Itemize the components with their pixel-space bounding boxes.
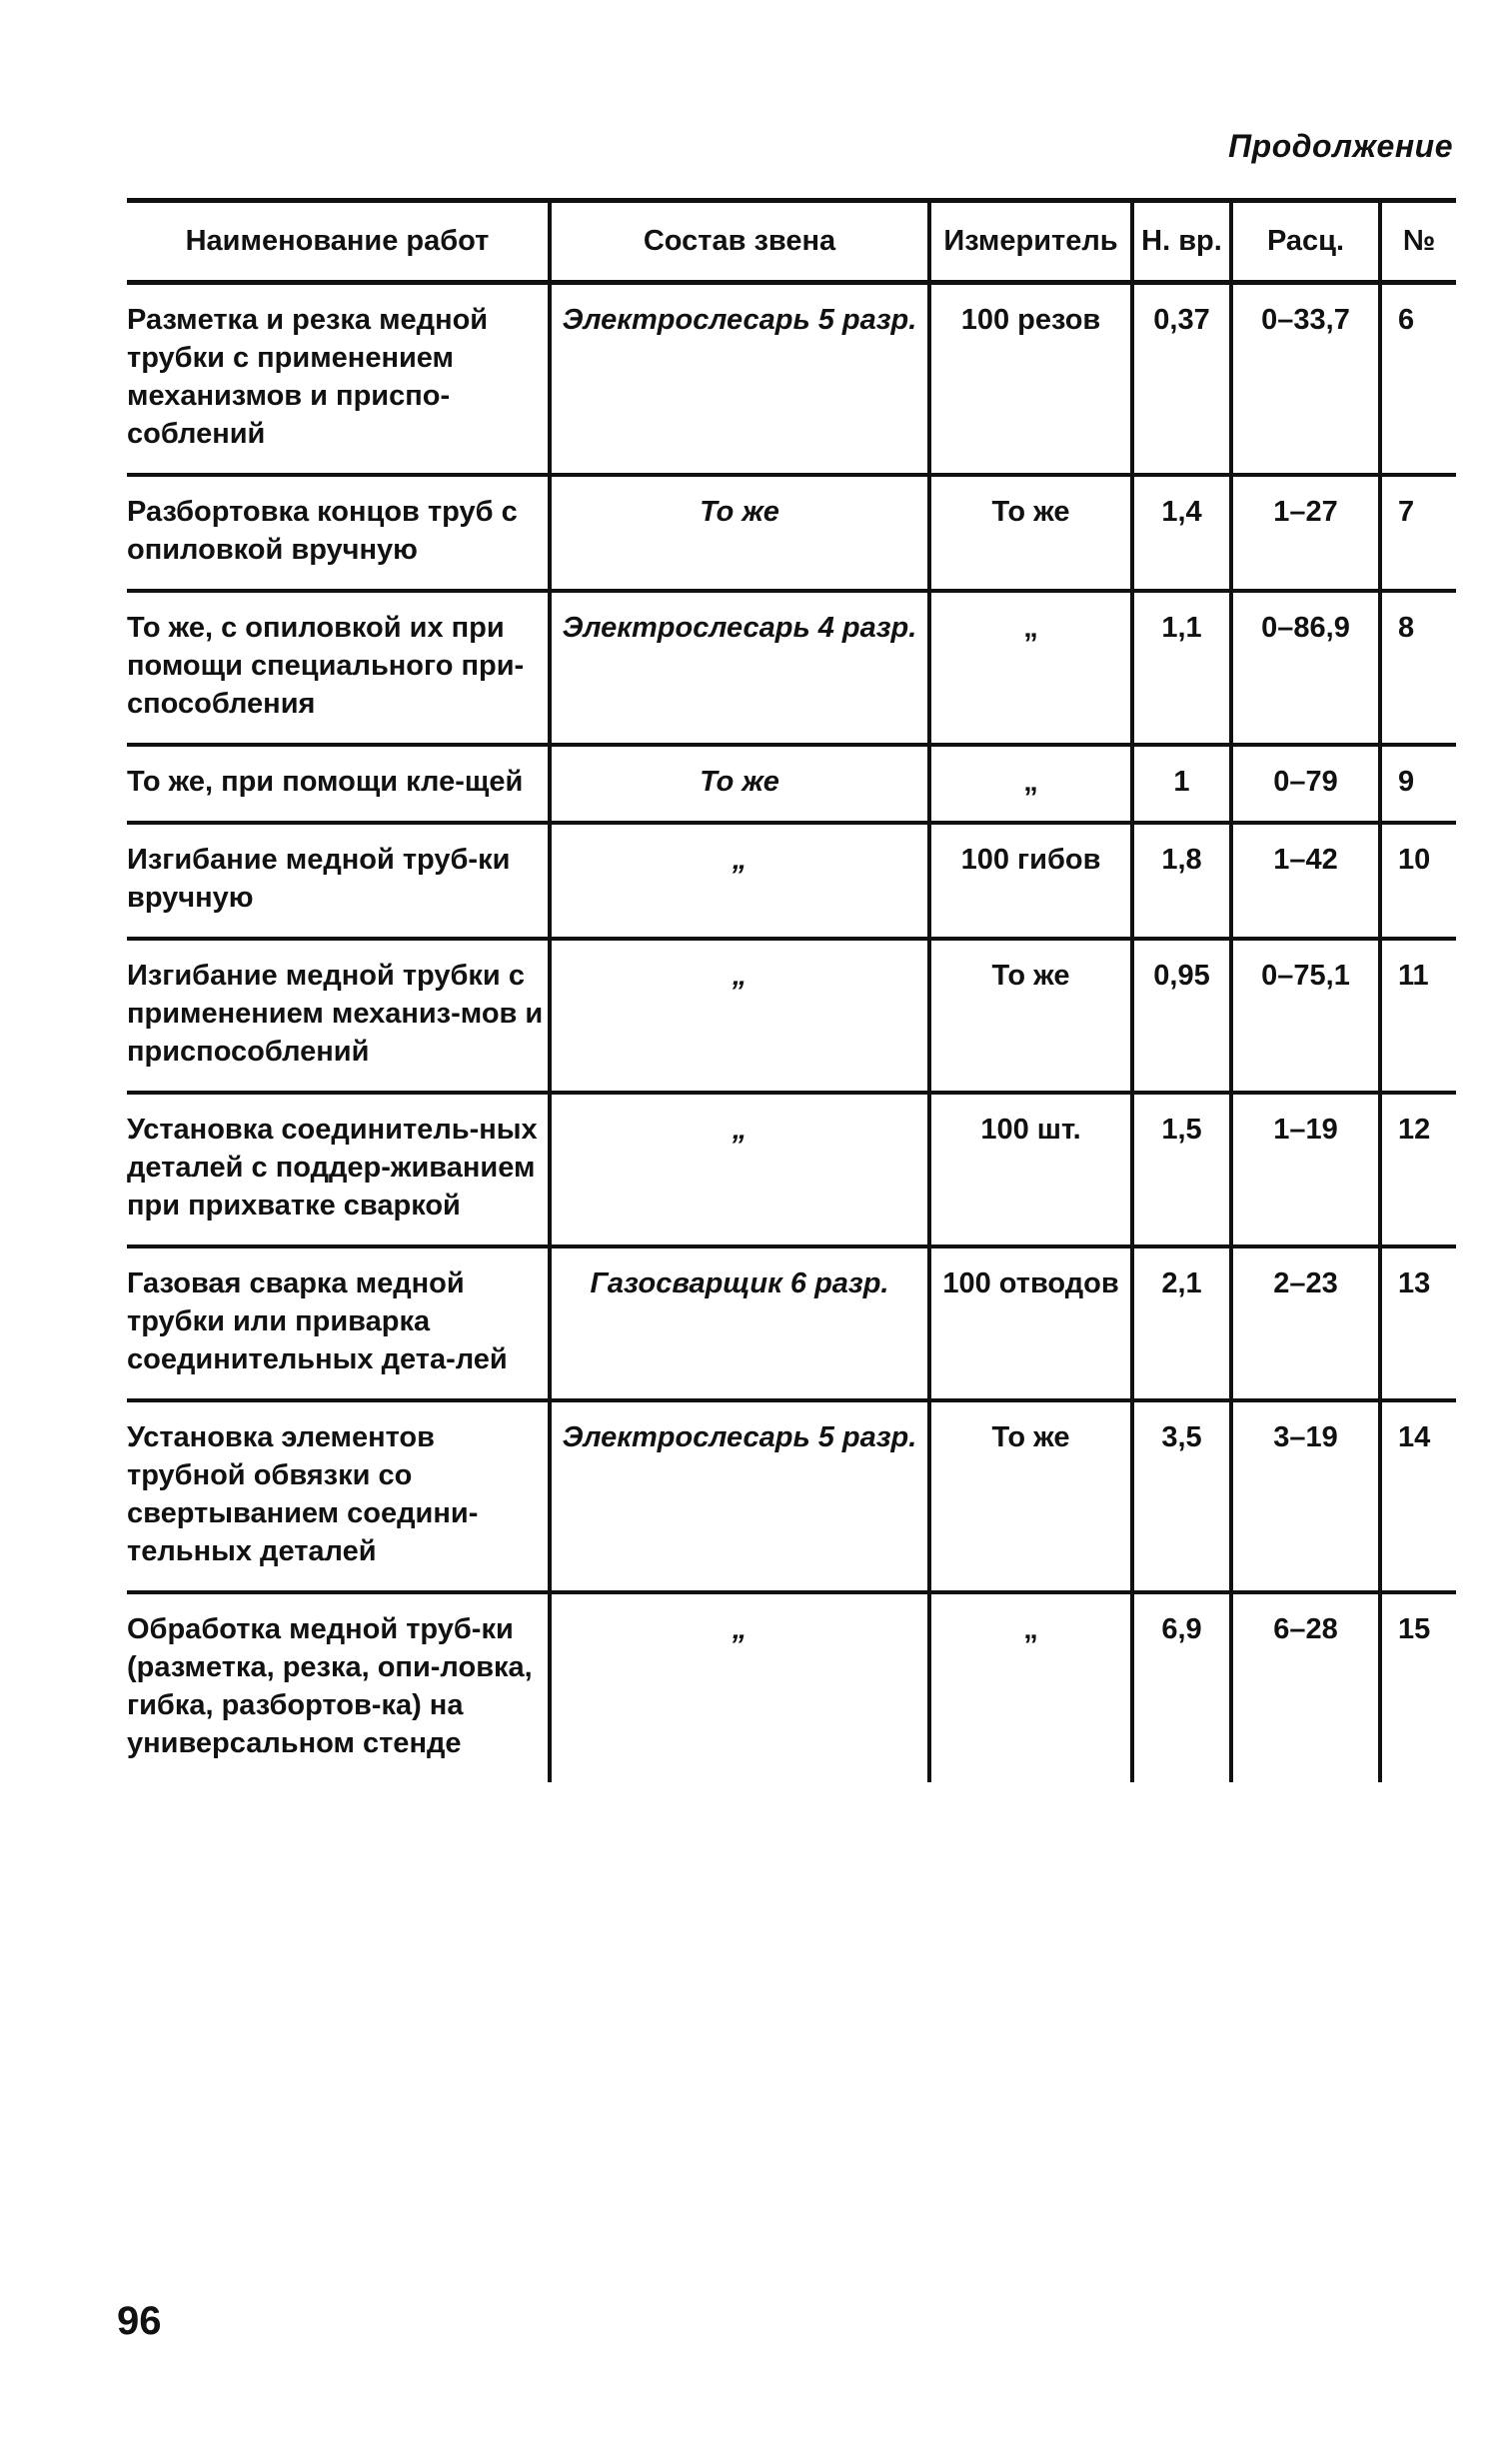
cell-time-norm: 1,1 xyxy=(1132,591,1231,745)
cell-number: 12 xyxy=(1380,1093,1456,1246)
cell-rate: 1–27 xyxy=(1231,475,1380,591)
cell-crew: „ xyxy=(550,1093,929,1246)
cell-unit: „ xyxy=(929,1592,1132,1782)
table-row xyxy=(127,283,1456,476)
cell-work: Установка соединитель-ных деталей с поддер-живанием при прихватке сваркой xyxy=(127,1093,550,1246)
cell-crew: „ xyxy=(550,939,929,1093)
cell-time-norm: 0,95 xyxy=(1132,939,1231,1093)
table-row xyxy=(127,591,1456,745)
cell-number: 13 xyxy=(1380,1246,1456,1400)
cell-work: Установка элементов трубной обвязки со свертыванием соедини-тельных деталей xyxy=(127,1400,550,1592)
cell-time-norm: 3,5 xyxy=(1132,1400,1231,1592)
cell-crew: Газосварщик 6 разр. xyxy=(550,1246,929,1400)
cell-rate: 1–19 xyxy=(1231,1093,1380,1246)
cell-number: 7 xyxy=(1380,475,1456,591)
cell-work: То же, при помощи кле-щей xyxy=(127,745,550,823)
cell-unit: 100 резов xyxy=(929,283,1132,476)
cell-number: 15 xyxy=(1380,1592,1456,1782)
cell-crew: Электрослесарь 5 разр. xyxy=(550,283,929,476)
column-header-time-norm: Н. вр. xyxy=(1132,201,1231,283)
cell-unit: „ xyxy=(929,591,1132,745)
cell-number: 9 xyxy=(1380,745,1456,823)
cell-time-norm: 1,8 xyxy=(1132,823,1231,939)
cell-time-norm: 0,37 xyxy=(1132,283,1231,476)
column-header-work: Наименование работ xyxy=(127,201,550,283)
cell-unit: 100 отводов xyxy=(929,1246,1132,1400)
cell-rate: 6–28 xyxy=(1231,1592,1380,1782)
cell-unit: 100 гибов xyxy=(929,823,1132,939)
cell-time-norm: 1 xyxy=(1132,745,1231,823)
column-header-unit: Измеритель xyxy=(929,201,1132,283)
cell-crew: Электрослесарь 4 разр. xyxy=(550,591,929,745)
table-row xyxy=(127,1246,1456,1400)
table-row xyxy=(127,1093,1456,1246)
cell-work: То же, с опиловкой их при помощи специального при-способления xyxy=(127,591,550,745)
cell-unit: То же xyxy=(929,1400,1132,1592)
page-number: 96 xyxy=(117,2299,162,2343)
cell-number: 8 xyxy=(1380,591,1456,745)
table-row xyxy=(127,1592,1456,1782)
cell-work: Газовая сварка медной трубки или приварка соединительных дета-лей xyxy=(127,1246,550,1400)
cell-crew: Электрослесарь 5 разр. xyxy=(550,1400,929,1592)
cell-rate: 0–33,7 xyxy=(1231,283,1380,476)
column-header-crew: Состав звена xyxy=(550,201,929,283)
cell-rate: 0–86,9 xyxy=(1231,591,1380,745)
cell-time-norm: 2,1 xyxy=(1132,1246,1231,1400)
cell-number: 11 xyxy=(1380,939,1456,1093)
cell-time-norm: 1,4 xyxy=(1132,475,1231,591)
cell-rate: 0–79 xyxy=(1231,745,1380,823)
cell-crew: „ xyxy=(550,823,929,939)
cell-number: 14 xyxy=(1380,1400,1456,1592)
cell-crew: „ xyxy=(550,1592,929,1782)
cell-time-norm: 1,5 xyxy=(1132,1093,1231,1246)
cell-unit: То же xyxy=(929,475,1132,591)
table-header-row xyxy=(127,201,1456,283)
table-row xyxy=(127,939,1456,1093)
work-norms-table xyxy=(127,198,1456,1782)
cell-crew: То же xyxy=(550,745,929,823)
column-header-number: № xyxy=(1380,201,1456,283)
cell-unit: „ xyxy=(929,745,1132,823)
cell-work: Изгибание медной трубки с применением механиз-мов и приспособлений xyxy=(127,939,550,1093)
table-row xyxy=(127,745,1456,823)
cell-rate: 1–42 xyxy=(1231,823,1380,939)
cell-work: Разметка и резка медной трубки с применением механизмов и приспо-соблений xyxy=(127,283,550,476)
cell-rate: 2–23 xyxy=(1231,1246,1380,1400)
cell-crew: То же xyxy=(550,475,929,591)
table-row xyxy=(127,1400,1456,1592)
cell-work: Разбортовка концов труб с опиловкой вручную xyxy=(127,475,550,591)
table-row xyxy=(127,475,1456,591)
cell-number: 10 xyxy=(1380,823,1456,939)
cell-time-norm: 6,9 xyxy=(1132,1592,1231,1782)
cell-rate: 3–19 xyxy=(1231,1400,1380,1592)
cell-rate: 0–75,1 xyxy=(1231,939,1380,1093)
cell-unit: То же xyxy=(929,939,1132,1093)
continuation-label: Продолжение xyxy=(1228,128,1453,164)
table-row xyxy=(127,823,1456,939)
cell-number: 6 xyxy=(1380,283,1456,476)
cell-work: Обработка медной труб-ки (разметка, резка, опи-ловка, гибка, разбортов-ка) на универсальном стенде xyxy=(127,1613,533,1759)
cell-work: Изгибание медной труб-ки вручную xyxy=(127,823,550,939)
column-header-rate: Расц. xyxy=(1231,201,1380,283)
cell-unit: 100 шт. xyxy=(929,1093,1132,1246)
